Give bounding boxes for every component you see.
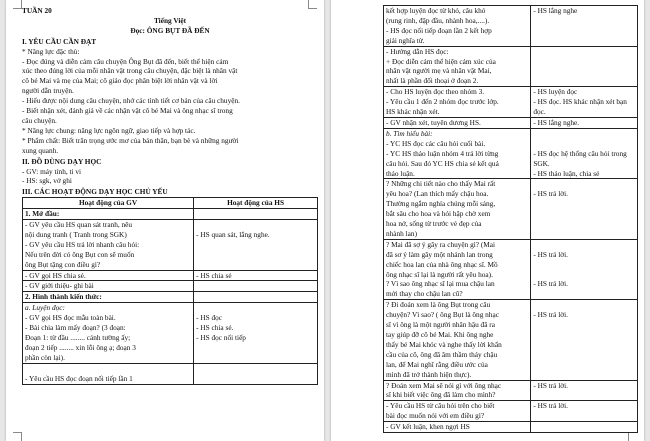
- student-activity-cell: [531, 401, 638, 422]
- activity-table-continued: [383, 5, 638, 433]
- student-activity-cell: [531, 6, 638, 47]
- student-activity-line: [533, 320, 635, 330]
- student-activity-line: [196, 303, 315, 313]
- teacher-activity-line: HS khác nhận xét.: [386, 107, 440, 117]
- table-row: [23, 303, 318, 363]
- teacher-activity-cell: [384, 179, 531, 239]
- student-activity-cell: [194, 303, 318, 363]
- student-activity-cell: [194, 363, 318, 384]
- section-2-heading: II. ĐỒ DÙNG DẠY HỌC: [22, 156, 102, 166]
- teacher-activity-line: Đoạn 1: từ đầu ........ cánh tường ấy;: [25, 333, 131, 342]
- student-activity-cell: [194, 270, 318, 281]
- table-row: [384, 300, 638, 380]
- ability-label: * Năng lực đặc thù:: [22, 46, 80, 56]
- table-row: [384, 117, 638, 128]
- student-activity-line: - HS trả lời.: [533, 279, 568, 289]
- student-activity-line: [533, 139, 635, 149]
- teacher-activity-cell: [384, 6, 531, 47]
- teacher-activity-line: nội dung tranh ( Tranh trong SGK): [25, 229, 127, 239]
- student-activity-cell: [531, 239, 638, 299]
- student-activity-cell: [531, 380, 638, 401]
- student-activity-line: SGK.: [533, 158, 550, 168]
- teacher-activity-cell: [384, 239, 531, 299]
- crop-mark: [13, 0, 22, 9]
- teacher-activity-cell: [384, 87, 531, 118]
- table-row: [384, 87, 638, 118]
- teacher-activity-cell: [23, 303, 194, 363]
- ability-list: [22, 57, 318, 126]
- teacher-activity-line: nhân vật người mẹ và nhân vật Mai,: [386, 66, 492, 76]
- table-row: [384, 239, 638, 299]
- table-row: [384, 380, 638, 401]
- table-row: [23, 363, 318, 384]
- student-activity-cell: [194, 209, 318, 220]
- teacher-activity-line: - Cho HS luyện đọc theo nhóm 3.: [386, 87, 485, 97]
- teacher-activity-line: ? Mai đã sợ ý gây ra chuyện gì? (Mai: [386, 239, 496, 249]
- teacher-activity-line: nhất là phần đối thoại ở đoạn 2.: [386, 76, 479, 86]
- crop-mark: [628, 432, 637, 441]
- teacher-activity-line: a. Luyện đọc:: [25, 303, 65, 313]
- student-activity-line: - HS đọc hệ thống câu hỏi trong: [533, 148, 627, 158]
- student-activity-line: [533, 179, 635, 189]
- teacher-activity-line: phần còn lại).: [25, 352, 65, 362]
- teacher-activity-line: hoa nở, sống từ trước vẻ đẹp của: [386, 219, 482, 229]
- student-activity-cell: [531, 300, 638, 380]
- student-activity-line: - HS trả lời.: [533, 380, 568, 390]
- table-row: [384, 46, 638, 87]
- student-activity-line: - HS chia sẻ.: [196, 323, 234, 333]
- teacher-activity-cell: [23, 270, 194, 281]
- table-row: [23, 220, 318, 271]
- teacher-activity-line: [25, 364, 191, 374]
- teacher-activity-line: cầu của cô, ông đã âm thầm tháy chậu: [386, 349, 498, 359]
- material-item: - HS: sgk, vở ghi: [22, 176, 72, 186]
- general-ability: * Năng lực chung: năng lực ngôn ngữ, giao tiếp và hợp tác.: [22, 125, 196, 135]
- document-page-left: [6, 0, 324, 441]
- student-activity-line: [533, 370, 635, 380]
- table-row: [23, 270, 318, 281]
- document-page-right: [331, 0, 644, 441]
- teacher-activity-line: mình đã trở thành hiện thực).: [386, 369, 472, 379]
- materials-list: [22, 167, 318, 187]
- quality-list: [22, 136, 318, 156]
- page-content: [22, 6, 318, 385]
- teacher-activity-line: - Bài chia làm mấy đoạn? (3 đoạn:: [25, 323, 126, 333]
- lesson-prefix: Đọc:: [130, 25, 147, 35]
- table-row: [384, 179, 638, 239]
- student-activity-line: - HS quan sát, lắng nghe.: [196, 229, 270, 239]
- teacher-activity-line: - GV nhận xét, tuyên dương HS.: [386, 117, 481, 127]
- teacher-activity-line: ông Bụt tặng con điều gì?: [25, 259, 101, 269]
- teacher-activity-line: Nếu trên đời có ông Bụt con sẽ muốn: [25, 249, 135, 259]
- teacher-activity-cell: [23, 220, 194, 271]
- student-activity-line: đọc.: [533, 107, 546, 117]
- student-column-header: Hoạt động của HS: [194, 198, 318, 209]
- teacher-activity-line: ông nhạc sĩ lại là người rất yêu hoa).: [386, 269, 493, 279]
- student-activity-cell: [194, 292, 318, 303]
- section-3-heading: III. CÁC HOẠT ĐỘNG DẠY HỌC CHỦ YẾU: [22, 187, 168, 197]
- table-row: [23, 281, 318, 292]
- teacher-activity-line: tay giúp đỡ cô bé Mai. Khi ông nghe: [386, 330, 494, 339]
- teacher-activity-line: - Yêu cầu HS đọc đoạn nối tiếp lần 1: [25, 373, 133, 383]
- teacher-activity-line: - Hướng dẫn HS đọc:: [386, 46, 449, 56]
- teacher-activity-line: b. Tìm hiểu bài:: [386, 128, 433, 138]
- teacher-activity-line: thảo luận.: [386, 168, 415, 178]
- ability-line: - Đọc đúng và diễn cảm câu chuyện Ông Bụt đã đến, biết thể hiện cảm: [22, 56, 229, 66]
- student-activity-cell: [531, 179, 638, 239]
- student-activity-line: [533, 260, 635, 270]
- teacher-activity-line: nhành lan): [386, 228, 418, 238]
- student-activity-line: - HS luyện đọc: [533, 87, 578, 97]
- table-row: [384, 6, 638, 47]
- ability-line: người dẫn truyện.: [22, 86, 74, 96]
- teacher-activity-line: mới thay cho chậu lan cũ?: [386, 289, 463, 299]
- teacher-activity-line: - GV kết luận, khen ngợi HS: [386, 422, 470, 432]
- teacher-activity-line: thấy bé Mai khóc và nghe thấy lời khẩn: [386, 339, 502, 349]
- table-row: [23, 292, 318, 303]
- ability-line: xúc theo đúng lời của mỗi nhân vật trong câu chuyện, đặc biệt là nhân vật: [22, 66, 238, 76]
- teacher-activity-line: - GV yêu cầu HS trả lời nhanh câu hỏi:: [25, 239, 140, 249]
- ability-line: - Biết nhận xét, đánh giá về các nhận vật cô bé Mai và ông nhạc sĩ trong: [22, 106, 233, 116]
- teacher-activity-line: sĩ vì ông là một người nhân hậu đã ra: [386, 320, 495, 330]
- teacher-activity-line: câu hỏi. Sau đó YC HS chia sẻ kết quả: [386, 158, 499, 168]
- ability-line: câu chuyện.: [22, 115, 57, 125]
- teacher-activity-line: 2. Hình thành kiến thức:: [25, 292, 102, 302]
- teacher-activity-line: (rung rinh, đập đầu, nhành hoa,....).: [386, 15, 490, 25]
- student-activity-line: - HS chia sẻ: [196, 270, 232, 280]
- student-activity-line: [533, 360, 635, 370]
- student-activity-line: [533, 300, 635, 310]
- section-1-heading: I. YÊU CẦU CẦN ĐẠT: [22, 36, 97, 46]
- ability-line: - Hiểu được nội dung câu chuyện, nhớ các tình tiết cơ bản của câu chuyện.: [22, 96, 240, 106]
- teacher-activity-line: - GV yêu cầu HS quan sát tranh, nêu: [25, 220, 133, 230]
- student-activity-line: [533, 340, 635, 350]
- student-activity-line: - HS trả lời.: [533, 249, 568, 259]
- teacher-activity-line: ? Vì sao ông nhạc sĩ lại mua chậu lan: [386, 279, 495, 289]
- lesson-title: [22, 26, 318, 36]
- student-activity-line: [533, 330, 635, 340]
- student-activity-cell: [531, 87, 638, 118]
- student-activity-cell: [194, 220, 318, 271]
- student-activity-line: - HS trả lời.: [533, 401, 568, 411]
- teacher-activity-line: + Đọc diễn cảm thể hiện cảm xúc của: [386, 56, 496, 66]
- teacher-activity-line: sĩ khi biết việc ông đã làm cho mình?: [386, 390, 496, 400]
- teacher-activity-line: ? Những chi tiết nào cho thấy Mai rất: [386, 179, 496, 189]
- student-activity-line: [196, 220, 315, 230]
- teacher-activity-line: - Yêu cầu HS từ câu hỏi trên cho biết: [386, 401, 495, 411]
- teacher-activity-line: Thường ngắm nghía chúng mỗi sáng,: [386, 199, 496, 209]
- student-activity-line: [533, 129, 635, 139]
- teacher-activity-line: - YC HS thảo luận nhóm 4 trả lời từng: [386, 148, 499, 158]
- teacher-activity-cell: [384, 46, 531, 87]
- teacher-activity-line: bài đọc muốn nói với em điều gì?: [386, 411, 485, 421]
- student-activity-line: [533, 289, 635, 299]
- teacher-activity-cell: [384, 128, 531, 179]
- teacher-activity-line: lan, để Mai nghĩ rằng điều ước của: [386, 359, 488, 369]
- teacher-activity-line: 1. Mở đầu:: [25, 209, 60, 219]
- teacher-column-header: Hoạt động của GV: [23, 198, 194, 209]
- ability-line: cô bé Mai và mẹ của Mai; cô giáo đọc phân biệt lời nhân vật và lời: [22, 76, 218, 86]
- teacher-activity-line: - GV gọi HS chia sẻ.: [25, 270, 86, 280]
- material-item: - GV: máy tính, ti vi: [22, 166, 82, 176]
- teacher-activity-line: yêu hoa? (Lan thích mấy chậu hoa.: [386, 189, 489, 199]
- week-label: TUẦN 20: [22, 6, 52, 15]
- teacher-activity-line: chuyện? Vì sao? ( ông Bụt là ông nhạc: [386, 310, 499, 320]
- teacher-activity-line: đã sơ ý làm gãy một nhánh lan trong: [386, 249, 493, 259]
- teacher-activity-cell: [23, 209, 194, 220]
- teacher-activity-cell: [23, 281, 194, 292]
- lesson-name: ÔNG BỤT ĐÃ ĐẾN: [146, 25, 210, 35]
- teacher-activity-line: đoạn 2 tiếp ........ xin lỗi ông ạ; đoạn 3: [25, 342, 136, 352]
- student-activity-line: - HS thảo luận, chia sẻ: [533, 168, 600, 178]
- teacher-activity-line: - Yêu cầu 1 đến 2 nhóm đọc trước lớp.: [386, 97, 499, 107]
- student-activity-line: - HS lắng nghe.: [533, 117, 580, 127]
- student-activity-cell: [531, 46, 638, 87]
- student-activity-line: - HS lắng nghe: [533, 6, 578, 15]
- student-activity-line: - HS đọc nối tiếp: [196, 333, 246, 342]
- page-content: [383, 5, 638, 433]
- crop-mark: [13, 432, 22, 441]
- teacher-activity-line: chiếc hoa lan của nhà ông nhạc sĩ. Mồ: [386, 259, 498, 269]
- teacher-activity-line: ? Đi đoán xem là ông Bụt trong câu: [386, 300, 491, 310]
- teacher-activity-cell: [384, 401, 531, 422]
- teacher-activity-line: - YC HS đọc các câu hỏi cuối bài.: [386, 138, 486, 148]
- teacher-activity-cell: [384, 117, 531, 128]
- quality-line: xung quanh.: [22, 145, 59, 155]
- student-activity-line: - HS trả lời.: [533, 189, 568, 199]
- student-activity-line: - HS trả lời.: [533, 310, 568, 320]
- student-activity-cell: [194, 281, 318, 292]
- student-activity-line: [533, 270, 635, 280]
- teacher-activity-cell: [23, 363, 194, 384]
- teacher-activity-cell: [384, 380, 531, 401]
- subject-title: Tiếng Việt: [153, 15, 187, 25]
- teacher-activity-line: kết hợp luyện đọc từ khó, câu khó: [386, 6, 486, 15]
- activity-table: [22, 197, 318, 384]
- student-activity-cell: [531, 422, 638, 433]
- teacher-activity-line: - HS đọc nối tiếp đoạn lần 2 kết hợp: [386, 25, 492, 35]
- student-activity-cell: [531, 128, 638, 179]
- teacher-activity-line: - GV gọi HS đọc mẫu toàn bài.: [25, 313, 116, 323]
- teacher-activity-cell: [384, 300, 531, 380]
- table-row: [23, 209, 318, 220]
- student-activity-line: [533, 350, 635, 360]
- table-row: [384, 422, 638, 433]
- teacher-activity-line: bắt sâu cho hoa và hỏi hặp chờ xem: [386, 209, 491, 219]
- student-activity-line: - HS đọc: [196, 313, 223, 323]
- teacher-activity-line: giải nghĩa từ.: [386, 35, 425, 45]
- student-activity-cell: [531, 117, 638, 128]
- table-row: [384, 401, 638, 422]
- table-row: [384, 128, 638, 179]
- student-activity-line: [533, 240, 635, 250]
- teacher-activity-line: - GV giới thiệu- ghi bài: [25, 281, 94, 291]
- teacher-activity-cell: [23, 292, 194, 303]
- teacher-activity-line: ? Đoán xem Mai sẽ nói gì với ông nhạc: [386, 380, 502, 390]
- quality-line: * Phẩm chất: Biết trân trọng ước mơ của bản thân, bạn bè và những người: [22, 135, 239, 145]
- teacher-activity-cell: [384, 422, 531, 433]
- student-activity-line: - HS đọc. HS khác nhận xét bạn: [533, 97, 627, 107]
